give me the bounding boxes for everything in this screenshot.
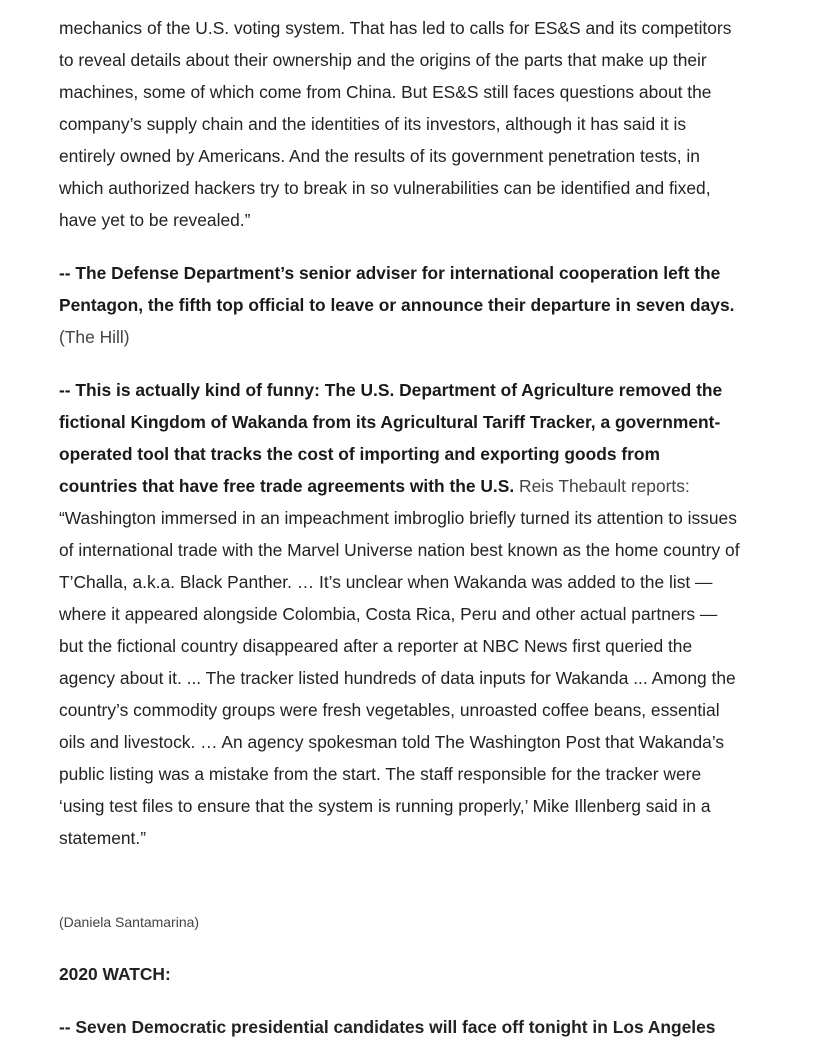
text-line: ‘using test files to ensure that the system is running properly,’ Mike Illenberg said in a: [59, 796, 711, 816]
bold-headline-line: Pentagon, the fifth top official to leave or announce their departure in seven days.: [59, 295, 735, 315]
bold-headline-line: fictional Kingdom of Wakanda from its Agricultural Tariff Tracker, a government-: [59, 412, 721, 432]
text-line: agency about it. ... The tracker listed hundreds of data inputs for Wakanda ... Among the: [59, 668, 736, 688]
paragraph-debate-headline: -- Seven Democratic presidential candidates will face off tonight in Los Angeles: [59, 1017, 716, 1037]
bold-headline-line: operated tool that tracks the cost of importing and exporting goods from: [59, 444, 660, 464]
text-line: “Washington immersed in an impeachment imbroglio briefly turned its attention to issues: [59, 508, 737, 528]
section-heading: 2020 WATCH:: [59, 964, 171, 984]
paragraph-pentagon-departure: [59, 257, 734, 353]
text-line: statement.”: [59, 828, 146, 848]
text-line: where it appeared alongside Colombia, Costa Rica, Peru and other actual partners —: [59, 604, 718, 624]
bold-headline-line: -- The Defense Department’s senior adviser for international cooperation left the: [59, 263, 721, 283]
paragraph-wakanda: [59, 374, 740, 854]
text-line: entirely owned by Americans. And the results of its government penetration tests, in: [59, 146, 700, 166]
text-line: country’s commodity groups were fresh vegetables, unroasted coffee beans, essential: [59, 700, 720, 720]
text-line: T’Challa, a.k.a. Black Panther. … It’s unclear when Wakanda was added to the list —: [59, 572, 713, 592]
text-line: company’s supply chain and the identities of its investors, although it has said it is: [59, 114, 687, 134]
paragraph-election-security: [59, 12, 731, 236]
bold-headline-line: countries that have free trade agreements with the U.S.: [59, 476, 515, 496]
photo-credit: (Daniela Santamarina): [59, 914, 200, 930]
text-line: mechanics of the U.S. voting system. That has led to calls for ES&S and its competitors: [59, 18, 732, 38]
text-line: oils and livestock. … An agency spokesman told The Washington Post that Wakanda’s: [59, 732, 725, 752]
text-line: which authorized hackers try to break in so vulnerabilities can be identified and fixed,: [59, 178, 711, 198]
source-citation: (The Hill): [59, 327, 130, 347]
text-line: of international trade with the Marvel Universe nation best known as the home country of: [59, 540, 740, 560]
text-line: machines, some of which come from China. But ES&S still faces questions about the: [59, 82, 712, 102]
text-line: public listing was a mistake from the start. The staff responsible for the tracker were: [59, 764, 702, 784]
text-line: to reveal details about their ownership and the origins of the parts that make up their: [59, 50, 707, 70]
bold-headline-line: -- This is actually kind of funny: The U.S. Department of Agriculture removed the: [59, 380, 723, 400]
reporter-attribution: Reis Thebault reports:: [514, 476, 690, 496]
text-line: have yet to be revealed.”: [59, 210, 251, 230]
text-line: but the fictional country disappeared after a reporter at NBC News first queried the: [59, 636, 693, 656]
